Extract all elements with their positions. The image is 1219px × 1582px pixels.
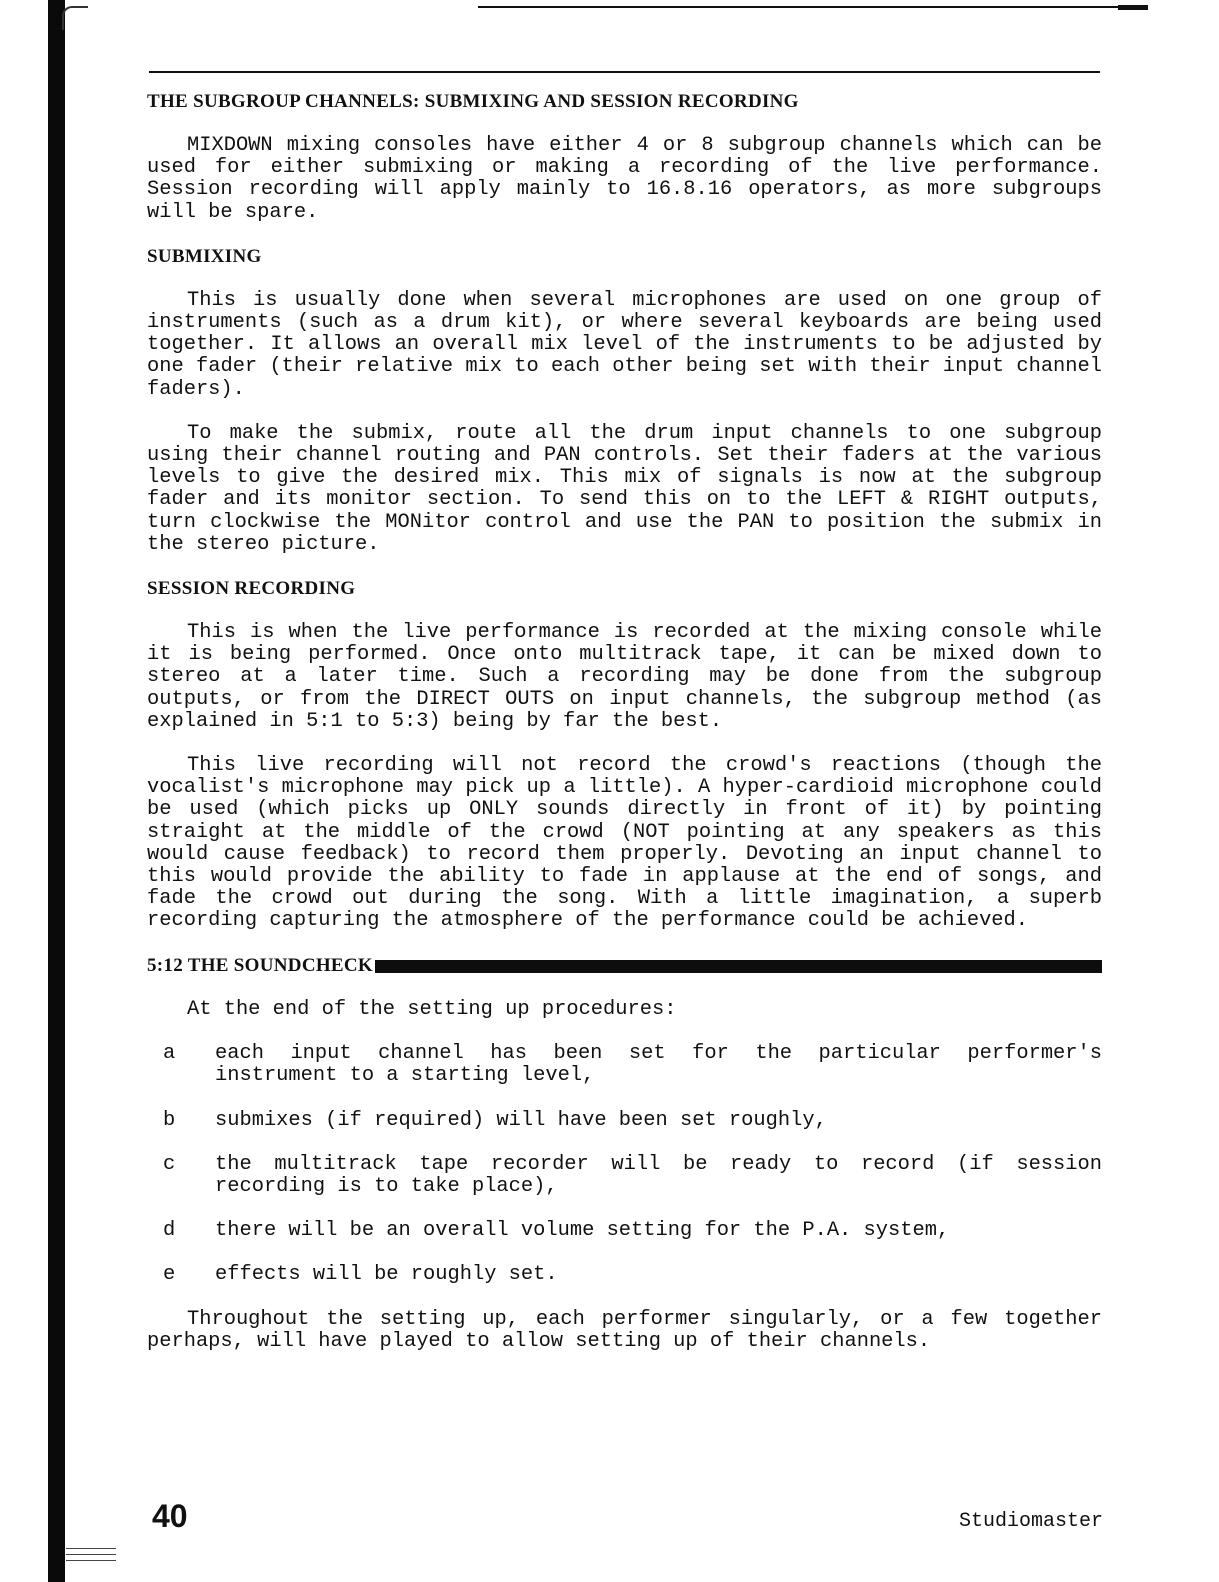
- soundcheck-heading: [147, 955, 1102, 977]
- intro-paragraph: MIXDOWN mixing consoles have either 4 or 8 subgroup channels which can be used for either submixing or making a recording of the live performance. Session recording will apply mainly to 16.8.16 operators, as more subgroups will be spare.: [147, 134, 1102, 224]
- soundcheck-intro: At the end of the setting up procedures:: [187, 997, 677, 1021]
- list-marker: c: [163, 1152, 176, 1176]
- list-item: [147, 1264, 1102, 1286]
- submixing-paragraph-2: To make the submix, route all the drum input channels to one subgroup using their channel routing and PAN controls. Set their faders at the various levels to give the desired mix. This mix of signals is now at the subgroup fader and its monitor section. To send this on to the LEFT & RIGHT outputs, turn clockwise the MONitor control and use the PAN to position the submix in the stereo picture.: [147, 421, 1102, 556]
- binding-scan-marks: [66, 1548, 116, 1578]
- submixing-heading: SUBMIXING: [147, 245, 262, 267]
- header-rule: [149, 71, 1100, 73]
- list-text: effects will be roughly set.: [215, 1263, 558, 1287]
- soundcheck-heading-bar: [375, 960, 1102, 973]
- soundcheck-heading-label: 5:12 THE SOUNDCHECK: [147, 954, 373, 976]
- footer-brand: Studiomaster: [958, 1510, 1103, 1533]
- submixing-paragraph-1: This is usually done when several microphones are used on one group of instruments (such as a drum kit), or where several keyboards are being used together. It allows an overall mix level of the instruments to be adjusted by one fader (their relative mix to each other being set with their input channel faders).: [147, 288, 1102, 401]
- list-marker: d: [163, 1219, 176, 1243]
- binding-edge: [48, 0, 65, 1582]
- list-text: submixes (if required) will have been set roughly,: [215, 1108, 827, 1132]
- list-item: [147, 1043, 1102, 1087]
- section-heading: THE SUBGROUP CHANNELS: SUBMIXING AND SESSION RECORDING: [147, 91, 799, 112]
- list-marker: a: [163, 1042, 176, 1066]
- top-edge-rule: [478, 6, 1148, 8]
- list-item: [147, 1110, 1102, 1132]
- list-marker: e: [163, 1263, 176, 1287]
- binding-notch-mark: [62, 6, 88, 30]
- list-item: [147, 1154, 1102, 1198]
- list-marker: b: [163, 1108, 176, 1132]
- session-recording-heading: SESSION RECORDING: [147, 578, 356, 600]
- page-body: [147, 91, 1102, 1375]
- soundcheck-closing: Throughout the setting up, each performer singularly, or a few together perhaps, will have played to allow setting up of their channels.: [147, 1307, 1102, 1353]
- page-number: 40: [152, 1498, 188, 1534]
- list-text: the multitrack tape recorder will be ready to record (if session recording is to take place),: [215, 1152, 1102, 1198]
- list-text: each input channel has been set for the particular performer's instrument to a starting level,: [215, 1042, 1102, 1088]
- list-text: there will be an overall volume setting for the P.A. system,: [215, 1219, 950, 1243]
- session-recording-paragraph-1: This is when the live performance is recorded at the mixing console while it is being performed. Once onto multitrack tape, it can be mixed down to stereo at a later time. Such a recording may be done from the subgroup outputs, or from the DIRECT OUTS on input channels, the subgroup method (as explained in 5:1 to 5:3) being by far the best.: [147, 621, 1102, 733]
- session-recording-paragraph-2: This live recording will not record the crowd's reactions (though the vocalist's microphone may pick up a little). A hyper-cardioid microphone could be used (which picks up ONLY sounds directly in front of it) by pointing straight at the middle of the crowd (NOT pointing at any speakers as this would cause feedback) to record them properly. Devoting an input channel to this would provide the ability to fade in applause at the end of songs, and fade the crowd out during the song. With a little imagination, a superb recording capturing the atmosphere of the performance could be achieved.: [147, 754, 1102, 933]
- list-item: [147, 1220, 1102, 1242]
